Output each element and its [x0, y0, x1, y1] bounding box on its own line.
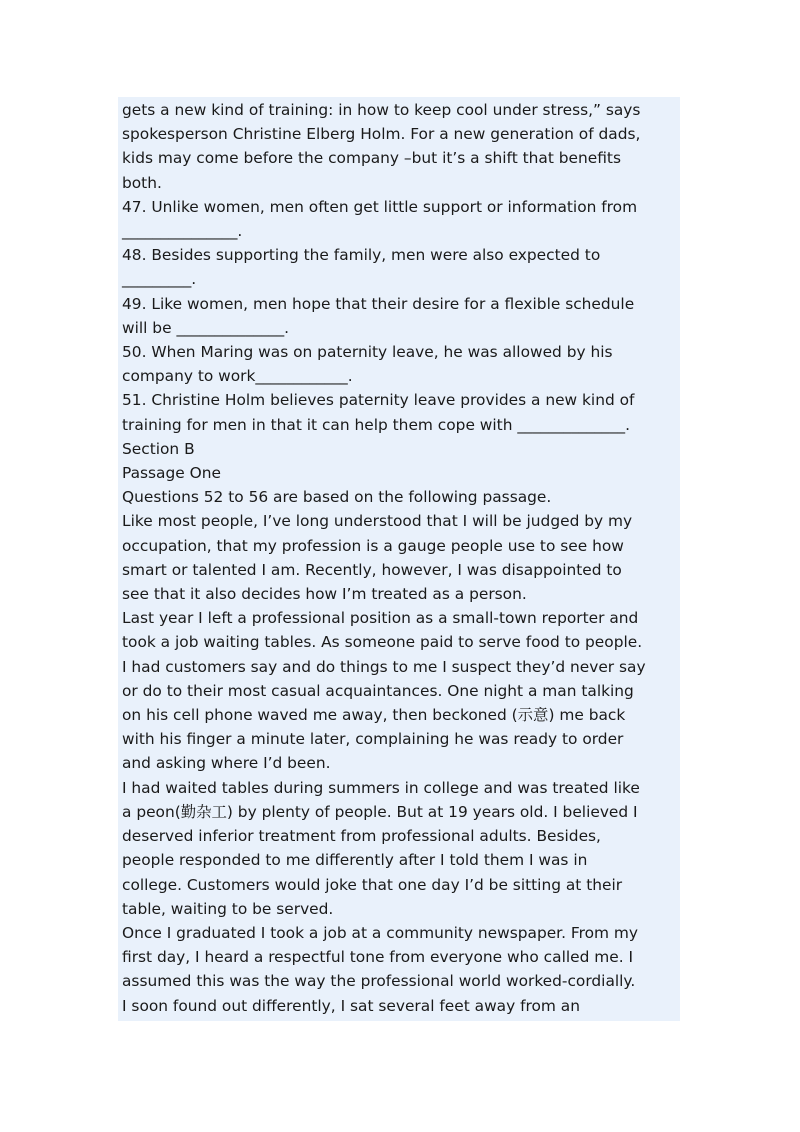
question-48-line: 48. Besides supporting the family, men were also expected to	[122, 246, 601, 265]
text-line: Like most people, I’ve long understood that I will be judged by my	[122, 512, 633, 531]
text-line: I soon found out differently, I sat several feet away from an	[122, 996, 580, 1015]
answer-blank-50: company to work____________.	[122, 367, 353, 386]
passage-text-block	[118, 97, 680, 1021]
text-line: Once I graduated I took a job at a community newspaper. From my	[122, 923, 639, 942]
text-line: and asking where I’d been.	[122, 754, 331, 773]
passage-heading: Passage One	[122, 464, 221, 483]
text-line: table, waiting to be served.	[122, 899, 334, 918]
question-47-line: 47. Unlike women, men often get little support or information from	[122, 197, 638, 216]
text-line: a peon(勤杂工) by plenty of people. But at 19 years old. I believed I	[122, 802, 638, 821]
text-line: both.	[122, 173, 162, 192]
answer-blank-49: will be ______________.	[122, 318, 290, 337]
text-line: Last year I left a professional position as a small-town reporter and	[122, 609, 639, 628]
section-heading: Section B	[122, 439, 195, 458]
text-line: occupation, that my profession is a gauge people use to see how	[122, 536, 624, 555]
text-line: gets a new kind of training: in how to keep cool under stress,” says	[122, 101, 641, 119]
question-50-line: 50. When Maring was on paternity leave, he was allowed by his	[122, 343, 613, 362]
text-line: took a job waiting tables. As someone paid to serve food to people.	[122, 633, 643, 652]
text-line: I had waited tables during summers in college and was treated like	[122, 778, 640, 797]
text-line: see that it also decides how I’m treated as a person.	[122, 585, 527, 604]
text-line: college. Customers would joke that one day I’d be sitting at their	[122, 875, 623, 894]
question-51-line: 51. Christine Holm believes paternity leave provides a new kind of	[122, 391, 635, 410]
text-line: on his cell phone waved me away, then beckoned (示意) me back	[122, 706, 626, 725]
text-line: spokesperson Christine Elberg Holm. For a new generation of dads,	[122, 125, 641, 144]
answer-blank-48: _________.	[122, 270, 197, 289]
text-line: kids may come before the company –but it’s a shift that benefits	[122, 149, 621, 168]
text-line: with his finger a minute later, complaining he was ready to order	[122, 730, 624, 749]
text-line: first day, I heard a respectful tone from everyone who called me. I	[122, 948, 634, 967]
answer-blank-51: training for men in that it can help them cope with ______________.	[122, 415, 630, 434]
text-line: I had customers say and do things to me I suspect they’d never say	[122, 657, 646, 676]
answer-blank-47: _______________.	[122, 222, 243, 241]
question-49-line: 49. Like women, men hope that their desire for a flexible schedule	[122, 294, 635, 313]
text-line: smart or talented I am. Recently, however, I was disappointed to	[122, 560, 622, 579]
passage-instructions: Questions 52 to 56 are based on the following passage.	[122, 488, 552, 507]
text-line: deserved inferior treatment from professional adults. Besides,	[122, 827, 601, 846]
text-line: assumed this was the way the professional world worked-cordially.	[122, 972, 636, 991]
text-line: people responded to me differently after I told them I was in	[122, 851, 588, 870]
text-line: or do to their most casual acquaintances. One night a man talking	[122, 681, 634, 700]
